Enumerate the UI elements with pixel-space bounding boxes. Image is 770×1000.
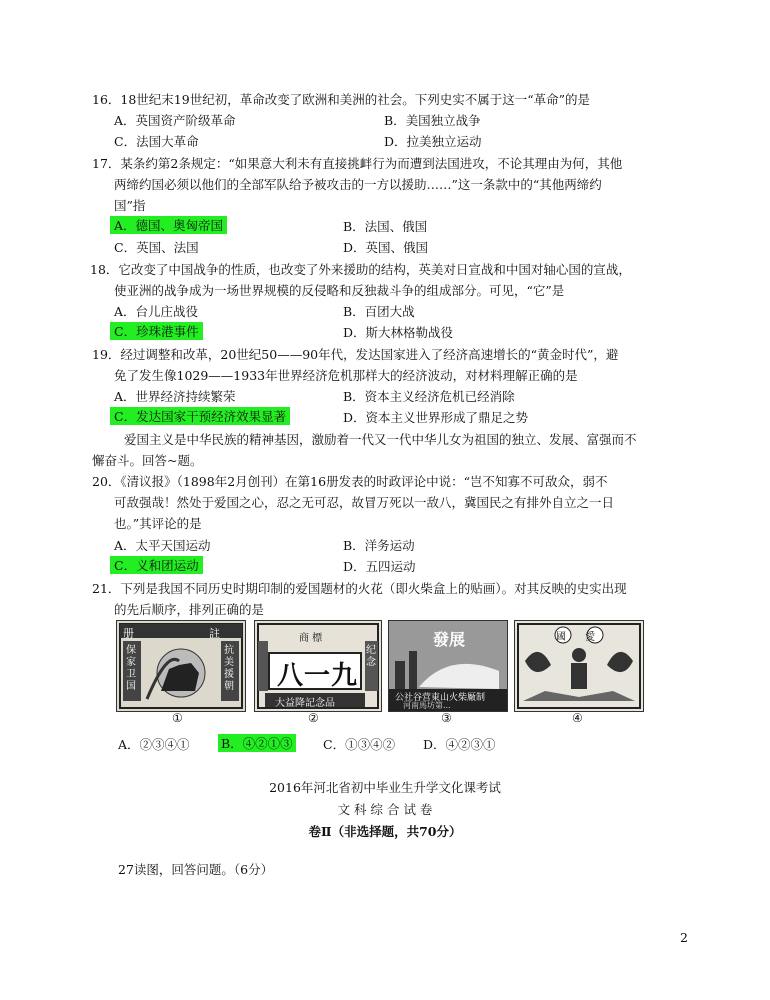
q21-option-b-highlighted: B．④②①③ bbox=[218, 734, 296, 752]
matchbox-1-text-a: 册 bbox=[123, 627, 134, 640]
q16-option-c: C．法国大革命 bbox=[114, 134, 199, 149]
q20-option-d: D．五四运动 bbox=[343, 559, 416, 574]
q16-option-a: A．英国资产阶级革命 bbox=[114, 113, 236, 128]
q21-option-d: D．④②③① bbox=[423, 737, 496, 752]
matchbox-3-sub-text: 河南馬坊第... bbox=[403, 701, 451, 710]
q16-stem: 16．18世纪末19世纪初，革命改变了欧洲和美洲的社会。下列史实不属于这一“革命”的是 bbox=[92, 92, 590, 107]
q18-option-d: D．斯大林格勒战役 bbox=[343, 325, 454, 340]
q19-option-c-highlighted: C．发达国家干预经济效果显著 bbox=[110, 407, 290, 425]
matchbox-label-3-image bbox=[388, 620, 508, 712]
q20-option-c-highlighted: C．义和团运动 bbox=[110, 556, 203, 574]
matchbox-1-caption: ① bbox=[172, 711, 183, 725]
q17-option-b: B．法国、俄国 bbox=[343, 219, 428, 234]
q18-stem-line-1: 18．它改变了中国战争的性质，也改变了外来援助的结构，英美对日宣战和中国对轴心国的宣战， bbox=[90, 262, 631, 277]
q21-option-a: A．②③④① bbox=[118, 737, 190, 752]
volume-heading: 卷Ⅱ（非选择题，共70分） bbox=[308, 824, 462, 839]
q21-stem-line-2: 的先后顺序，排列正确的是 bbox=[114, 602, 265, 617]
matchbox-1-text-b: 註 bbox=[209, 627, 220, 640]
q18-option-a: A．台儿庄战役 bbox=[114, 304, 199, 319]
q19-stem-line-1: 19．经过调整和改革，20世纪50——90年代，发达国家进入了经济高速增长的“黄金时代”，避 bbox=[92, 347, 619, 362]
q17-stem-line-2: 两缔约国必须以他们的全部军队给予被攻击的一方以援助……”这一条款中的“其他两缔约 bbox=[114, 177, 602, 192]
matchbox-label-1-image bbox=[116, 620, 246, 712]
matchbox-2-big-text: 八一九 bbox=[277, 661, 359, 691]
matchbox-2-side-text: 纪念 bbox=[366, 645, 376, 668]
q19-option-b: B．资本主义经济危机已经消除 bbox=[343, 389, 515, 404]
q20-option-a: A．太平天国运动 bbox=[114, 538, 211, 553]
matchbox-2-bottom-text: 大益降記念品 bbox=[275, 698, 335, 709]
q16-option-d: D．拉美独立运动 bbox=[384, 134, 482, 149]
q17-option-a-highlighted: A．德国、奥匈帝国 bbox=[110, 216, 227, 234]
exam-title: 2016年河北省初中毕业生升学文化课考试 bbox=[269, 780, 501, 795]
matchbox-label-4-image bbox=[514, 620, 644, 712]
q19-option-d: D．资本主义世界形成了鼎足之势 bbox=[343, 410, 529, 425]
q18-stem-line-2: 使亚洲的战争成为一场世界规模的反侵略和反独裁斗争的组成部分。可见，“它”是 bbox=[114, 283, 565, 298]
q18-option-b: B．百团大战 bbox=[343, 304, 415, 319]
matchbox-3-title: 發展 bbox=[433, 630, 466, 649]
intro-line-1: 爱国主义是中华民族的精神基因，激励着一代又一代中华儿女为祖国的独立、发展、富强而不 bbox=[124, 432, 637, 447]
intro-line-2: 懈奋斗。回答~题。 bbox=[92, 453, 203, 468]
q19-option-a: A．世界经济持续繁荣 bbox=[114, 389, 236, 404]
matchbox-2-trademark: 商 標 bbox=[299, 633, 323, 644]
q20-stem-line-1: 20．《清议报》（1898年2月创刊）在第16册发表的时政评论中说：“岂不知寡不可敌众，弱不 bbox=[92, 474, 608, 489]
exam-subject: 文 科 综 合 试 卷 bbox=[337, 802, 433, 817]
q19-stem-line-2: 免了发生像1029——1933年世界经济危机那样大的经济波动，对材料理解正确的是 bbox=[114, 368, 578, 383]
matchbox-4-caption: ④ bbox=[572, 711, 583, 725]
q17-stem-line-3: 国”指 bbox=[114, 198, 146, 213]
matchbox-4-title: 國 愛 bbox=[556, 632, 604, 643]
page-number: 2 bbox=[680, 930, 688, 945]
matchbox-label-2-image bbox=[254, 620, 382, 712]
matchbox-1-side-left: 保家卫国 bbox=[126, 645, 136, 692]
q20-stem-line-3: 也。”其评论的是 bbox=[114, 516, 202, 531]
q17-option-d: D．英国、俄国 bbox=[343, 240, 429, 255]
matchbox-3-caption: ③ bbox=[441, 711, 452, 725]
q17-option-c: C．英国、法国 bbox=[114, 240, 199, 255]
matchbox-3-bottom-text: 公社谷营東山火柴厰制 bbox=[395, 693, 486, 703]
matchbox-2-caption: ② bbox=[308, 711, 319, 725]
q21-stem-line-1: 21．下列是我国不同历史时期印制的爱国题材的火花（即火柴盒上的贴画）。对其反映的史实出现 bbox=[92, 581, 627, 596]
q27-stem: 27读图，回答问题。（6分） bbox=[118, 862, 274, 877]
matchbox-1-side-right: 抗美援朝 bbox=[224, 645, 234, 692]
q20-option-b: B．洋务运动 bbox=[343, 538, 415, 553]
q16-option-b: B．美国独立战争 bbox=[384, 113, 481, 128]
q18-option-c-highlighted: C．珍珠港事件 bbox=[110, 322, 203, 340]
q17-stem-line-1: 17．某条约第2条规定：“如果意大利未有直接挑衅行为而遭到法国进攻，不论其理由为何，其他 bbox=[92, 156, 623, 171]
q20-stem-line-2: 可敌强哉！然处于爱国之心，忍之无可忍，故冒万死以一敌八，冀国民之有排外自立之一日 bbox=[114, 495, 615, 510]
q21-option-c: C．①③④② bbox=[323, 737, 396, 752]
